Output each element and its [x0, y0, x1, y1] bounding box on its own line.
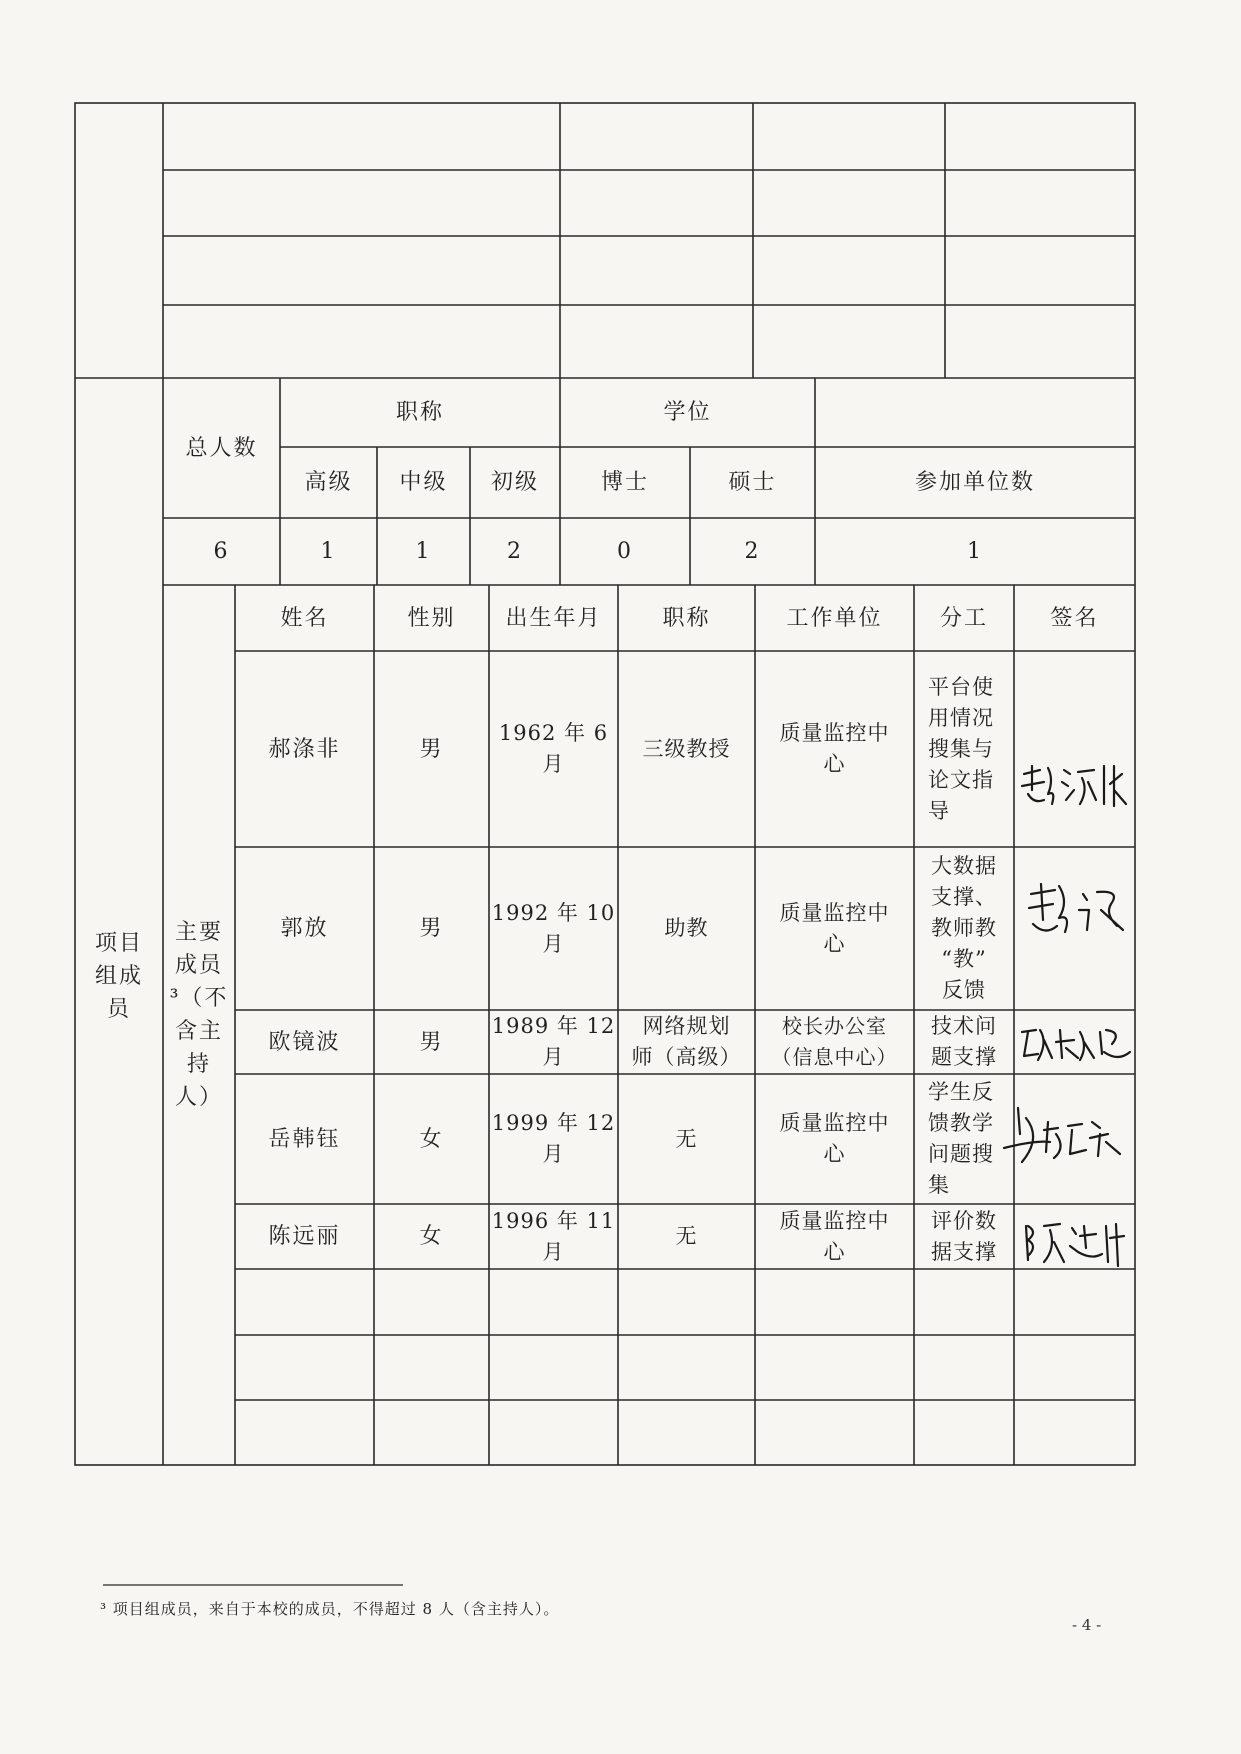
member-birth: 1962 年 6 月	[498, 721, 609, 776]
signature-1	[1018, 760, 1134, 820]
member-unit: 质量监控中 心	[779, 721, 890, 776]
member-title: 网络规划 师（高级）	[631, 1014, 742, 1069]
member-name: 陈远丽	[268, 1224, 341, 1249]
middle-header: 中级	[399, 470, 448, 495]
header-role: 分工	[939, 605, 988, 631]
member-title: 助教	[664, 916, 709, 940]
signature-2	[1025, 880, 1130, 950]
member-gender: 男	[419, 916, 444, 941]
master-header: 硕士	[728, 470, 777, 495]
units-value: 1	[967, 539, 983, 564]
member-role: 评价数 据支撑	[931, 1208, 997, 1264]
phd-header: 博士	[600, 470, 649, 495]
member-gender: 男	[419, 736, 444, 762]
member-unit: 质量监控中 心	[779, 1111, 890, 1166]
project-members-label: 项目 组成 员	[94, 931, 143, 1022]
member-role: 平台使 用情况 搜集与 论文指 导	[928, 674, 994, 823]
member-role: 学生反 馈教学 问题搜 集	[928, 1080, 994, 1197]
junior-value: 2	[507, 539, 523, 564]
middle-value: 1	[415, 539, 432, 564]
signature-5	[1020, 1218, 1132, 1270]
member-role: 技术问 题支撑	[931, 1014, 997, 1069]
member-unit: 校长办公室 （信息中心）	[771, 1014, 898, 1069]
member-birth: 1989 年 12 月	[491, 1014, 616, 1069]
member-unit: 质量监控中 心	[779, 1208, 890, 1264]
total-count-value: 6	[213, 539, 230, 564]
signature-4	[996, 1104, 1126, 1184]
member-birth: 1996 年 11 月	[491, 1208, 616, 1264]
member-role: 大数据 支撑、 教师教 “教” 反馈	[931, 854, 997, 1002]
header-title: 职称	[662, 605, 711, 631]
footnote: ³ 项目组成员，来自于本校的成员，不得超过 8 人（含主持人）。	[100, 1600, 560, 1618]
phd-value: 0	[617, 539, 633, 564]
member-name: 郝涤非	[268, 736, 341, 762]
junior-header: 初级	[490, 470, 539, 495]
member-gender: 女	[419, 1224, 444, 1249]
total-count-header: 总人数	[185, 435, 258, 461]
units-header: 参加单位数	[914, 470, 1035, 495]
header-gender: 性别	[407, 605, 456, 631]
member-gender: 女	[419, 1126, 444, 1152]
title-group-header: 职称	[395, 400, 444, 425]
member-title: 无	[675, 1126, 698, 1151]
member-birth: 1999 年 12 月	[491, 1111, 616, 1166]
signature-3	[1018, 1022, 1136, 1070]
member-gender: 男	[419, 1029, 444, 1055]
member-birth: 1992 年 10 月	[491, 900, 616, 956]
member-title: 无	[675, 1224, 698, 1248]
member-unit: 质量监控中 心	[779, 900, 890, 956]
member-name: 郭放	[280, 916, 329, 941]
header-signature: 签名	[1050, 605, 1099, 631]
page-number: - 4 -	[1072, 1616, 1102, 1634]
header-birth: 出生年月	[505, 605, 602, 631]
member-name: 岳韩钰	[268, 1126, 341, 1152]
header-name: 姓名	[280, 605, 329, 631]
member-title: 三级教授	[642, 736, 731, 761]
senior-value: 1	[320, 539, 337, 564]
degree-group-header: 学位	[663, 400, 712, 425]
header-unit: 工作单位	[786, 605, 883, 631]
member-name: 欧镜波	[268, 1029, 341, 1055]
main-members-label: 主要 成员 ³（不 含主 持 人）	[169, 920, 229, 1110]
senior-header: 高级	[304, 470, 353, 495]
master-value: 2	[744, 539, 761, 564]
